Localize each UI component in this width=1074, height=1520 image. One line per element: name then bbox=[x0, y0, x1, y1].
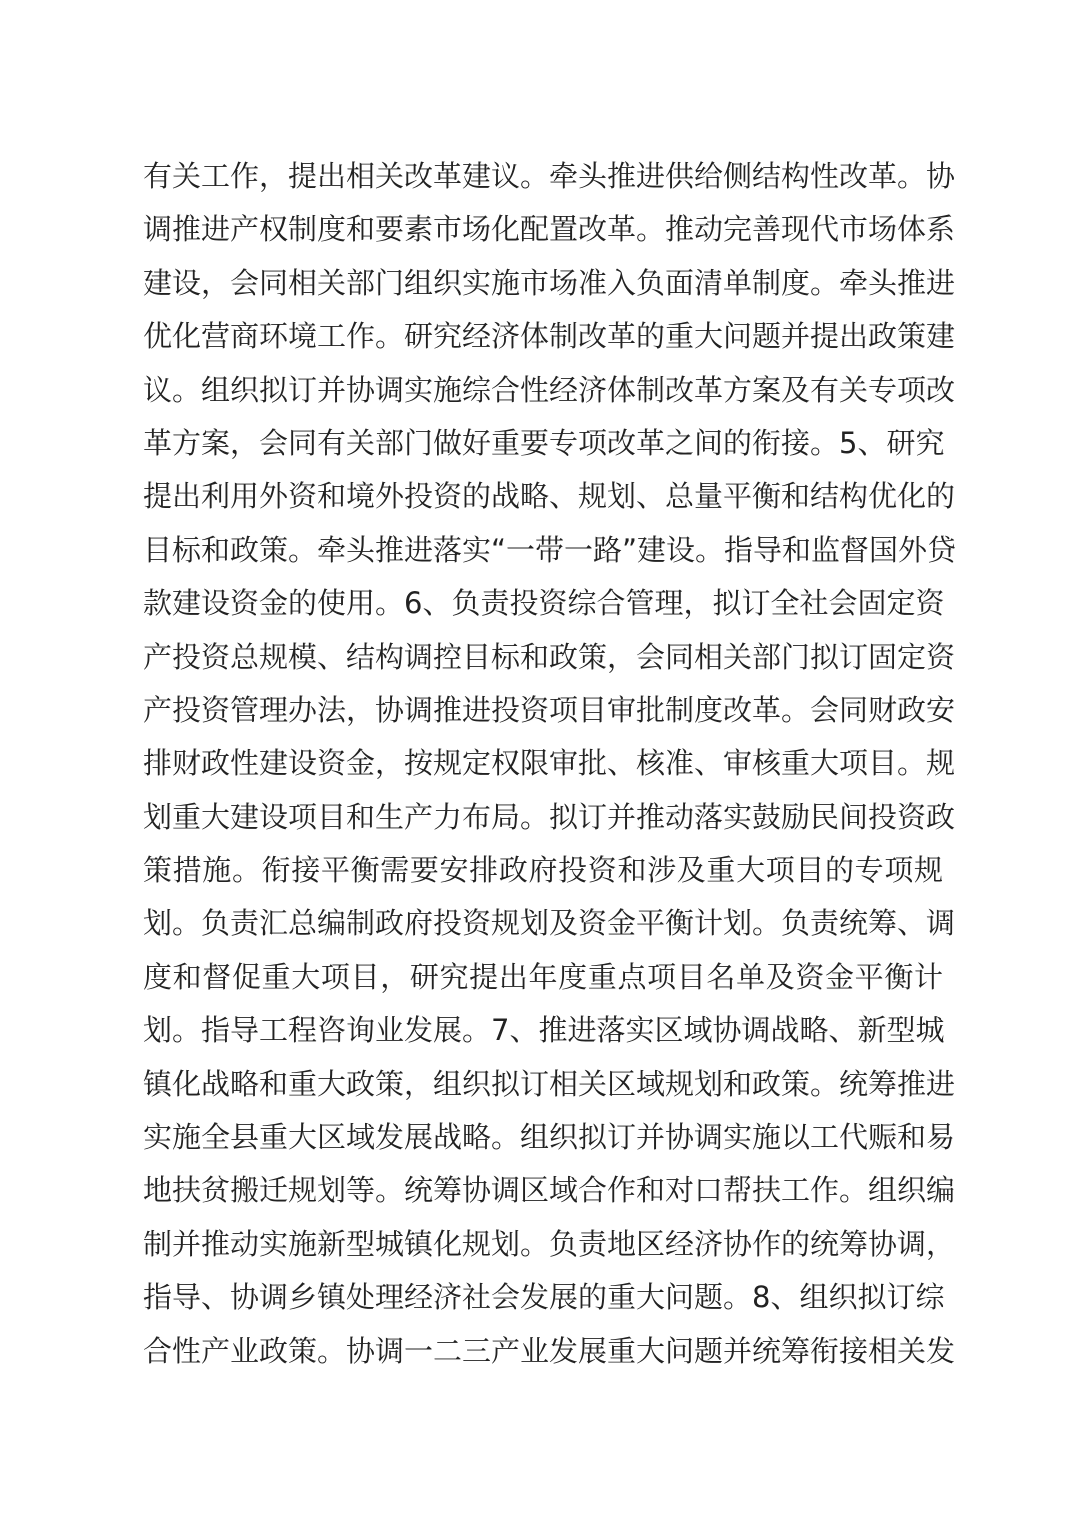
text-line: 提出利用外资和境外投资的战略、规划、总量平衡和结构优化的 bbox=[143, 479, 956, 514]
body-text bbox=[143, 150, 957, 1378]
text-line: 度和督促重大项目，研究提出年度重点项目名单及资金平衡计 bbox=[143, 959, 943, 994]
text-line: 排财政性建设资金，按规定权限审批、核准、审核重大项目。规 bbox=[143, 746, 956, 781]
text-line: 产投资总规模、结构调控目标和政策，会同相关部门拟订固定资 bbox=[143, 639, 956, 674]
text-line: 建设，会同相关部门组织实施市场准入负面清单制度。牵头推进 bbox=[143, 265, 956, 300]
text-line: 指导、协调乡镇处理经济社会发展的重大问题。8、组织拟订综 bbox=[143, 1280, 945, 1315]
text-line: 产投资管理办法，协调推进投资项目审批制度改革。会同财政安 bbox=[143, 692, 956, 727]
text-line: 地扶贫搬迁规划等。统筹协调区域合作和对口帮扶工作。组织编 bbox=[143, 1173, 956, 1208]
text-line: 款建设资金的使用。6、负责投资综合管理，拟订全社会固定资 bbox=[143, 586, 945, 621]
text-line: 革方案，会同有关部门做好重要专项改革之间的衔接。5、研究 bbox=[143, 425, 945, 460]
text-line: 有关工作，提出相关改革建议。牵头推进供给侧结构性改革。协 bbox=[143, 159, 956, 193]
text-line: 议。组织拟订并协调实施综合性经济体制改革方案及有关专项改 bbox=[143, 372, 956, 407]
text-line: 调推进产权制度和要素市场化配置改革。推动完善现代市场体系 bbox=[143, 212, 956, 247]
text-line: 优化营商环境工作。研究经济体制改革的重大问题并提出政策建 bbox=[143, 319, 956, 354]
text-line: 划。负责汇总编制政府投资规划及资金平衡计划。负责统筹、调 bbox=[143, 906, 956, 941]
text-line: 制并推动实施新型城镇化规划。负责地区经济协作的统筹协调， bbox=[143, 1226, 956, 1261]
text-line: 目标和政策。牵头推进落实“一带一路”建设。指导和监督国外贷 bbox=[143, 532, 957, 567]
text-line: 划重大建设项目和生产力布局。拟订并推动落实鼓励民间投资政 bbox=[143, 799, 956, 834]
text-line: 划。指导工程咨询业发展。7、推进落实区域协调战略、新型城 bbox=[143, 1013, 945, 1048]
text-line: 实施全县重大区域发展战略。组织拟订并协调实施以工代赈和易 bbox=[143, 1120, 956, 1155]
text-line: 合性产业政策。协调一二三产业发展重大问题并统筹衔接相关发 bbox=[143, 1333, 956, 1368]
text-line: 策措施。衔接平衡需要安排政府投资和涉及重大项目的专项规 bbox=[143, 853, 943, 888]
text-line: 镇化战略和重大政策，组织拟订相关区域规划和政策。统筹推进 bbox=[143, 1066, 956, 1101]
